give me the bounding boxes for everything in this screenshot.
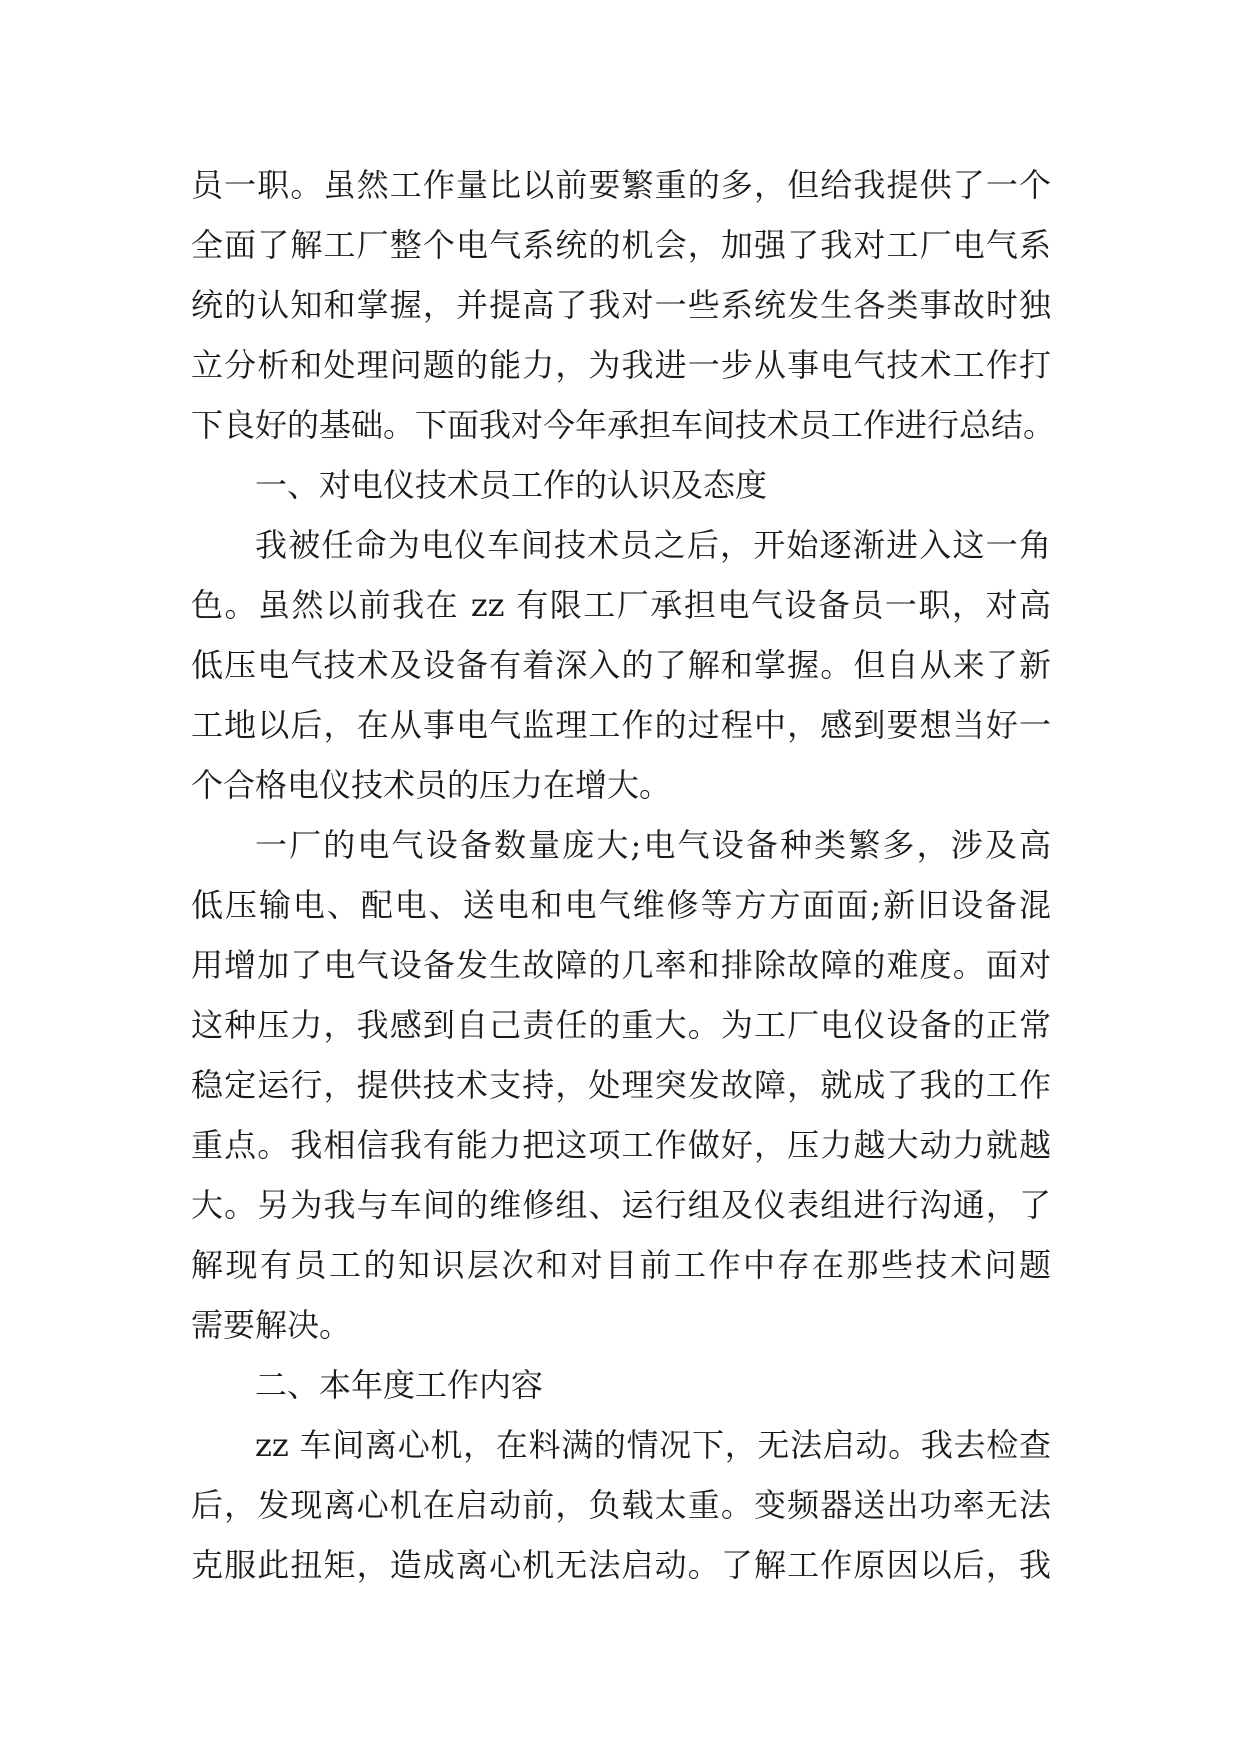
body-line: 立分析和处理问题的能力，为我进一步从事电气技术工作打 (191, 346, 1051, 384)
body-line: 用增加了电气设备发生故障的几率和排除故障的难度。面对 (191, 946, 1051, 984)
body-line: 后，发现离心机在启动前，负载太重。变频器送出功率无法 (191, 1486, 1051, 1524)
body-line: 下良好的基础。下面我对今年承担车间技术员工作进行总结。 (191, 406, 1056, 444)
body-line: 克服此扭矩，造成离心机无法启动。了解工作原因以后，我 (191, 1546, 1051, 1584)
document-body (191, 155, 1056, 1595)
body-line: 全面了解工厂整个电气系统的机会，加强了我对工厂电气系 (191, 226, 1051, 264)
body-line: 色。虽然以前我在 zz 有限工厂承担电气设备员一职，对高 (191, 586, 1051, 624)
body-line: 员一职。虽然工作量比以前要繁重的多，但给我提供了一个 (191, 166, 1051, 204)
body-line: 稳定运行，提供技术支持，处理突发故障，就成了我的工作 (191, 1066, 1051, 1104)
paragraph-first-line: zz 车间离心机，在料满的情况下，无法启动。我去检查 (255, 1426, 1051, 1464)
body-line: 统的认知和掌握，并提高了我对一些系统发生各类事故时独 (191, 286, 1051, 324)
paragraph-last-line: 个合格电仪技术员的压力在增大。 (191, 766, 672, 804)
body-line: 低压输电、配电、送电和电气维修等方方面面;新旧设备混 (191, 886, 1051, 924)
paragraph-last-line: 需要解决。 (191, 1306, 352, 1344)
body-line: 工地以后，在从事电气监理工作的过程中，感到要想当好一 (191, 706, 1051, 744)
section-heading: 二、本年度工作内容 (255, 1366, 544, 1404)
paragraph-first-line: 我被任命为电仪车间技术员之后，开始逐渐进入这一角 (255, 526, 1051, 564)
body-line: 低压电气技术及设备有着深入的了解和掌握。但自从来了新 (191, 646, 1051, 684)
body-line: 这种压力，我感到自己责任的重大。为工厂电仪设备的正常 (191, 1006, 1051, 1044)
body-line: 重点。我相信我有能力把这项工作做好，压力越大动力就越 (191, 1126, 1051, 1164)
section-heading: 一、对电仪技术员工作的认识及态度 (255, 466, 768, 504)
body-line: 大。另为我与车间的维修组、运行组及仪表组进行沟通，了 (191, 1186, 1051, 1224)
paragraph-first-line: 一厂的电气设备数量庞大;电气设备种类繁多，涉及高 (255, 826, 1051, 864)
body-line: 解现有员工的知识层次和对目前工作中存在那些技术问题 (191, 1246, 1051, 1284)
